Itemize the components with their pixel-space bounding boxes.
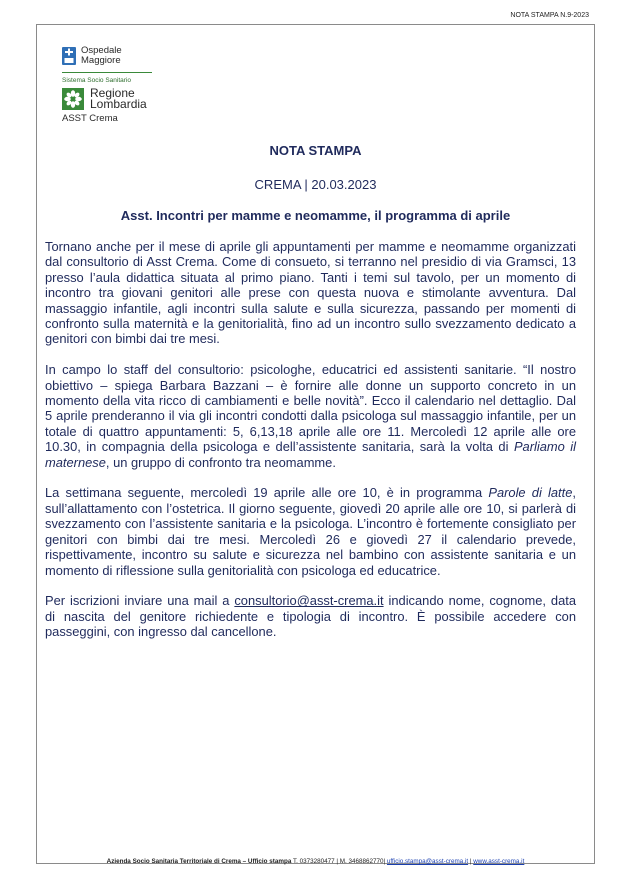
lombardia-rose-icon [62,88,84,110]
paragraph-1: Tornano anche per il mese di aprile gli appuntamenti per mamme e neomamme organizzati dal consultorio di Asst Crema. Come di consueto, si terranno nel presidio di via Gramsci, 13 presso l’aula didattica situata al primo piano. Tanti i temi sul tavolo, per un momento di incontro tra giovani genitori alle prese con questa nuova e stimolante avventura. Dal massaggio infantile, agli incontri sulla salute e sulla sicurezza, passando per momenti di confronto sulla maternità e la genitorialità, fino ad un incontro sullo svezzamento dedicato a genitori con bimbi dai tre mesi. [45,239,576,347]
paragraph-2 [45,362,576,470]
logo-ospedale: Ospedale [81,45,122,56]
logo-divider [62,72,152,73]
ospedale-maggiore-logo [62,46,162,66]
paragraph-4-text-end: indicando nome, cognome, data di nascita del genitore richiedente e tipologia di incontro. È possibile accedere con passeggini, con ingresso dal cancellone. [45,593,576,640]
logo-lombardia: Lombardia [90,97,147,111]
logo-maggiore: Maggiore [81,55,121,66]
consultorio-email-link[interactable]: consultorio@asst-crema.it [234,593,384,609]
footer-separator: | [468,858,474,865]
paragraph-4 [45,593,576,639]
paragraph-2-text-end: , un gruppo di confronto tra neomamme. [105,454,336,470]
footer-phones: T. 0373280477 | M. 3468862770| [291,858,387,865]
regione-lombardia-logo [62,88,162,110]
footer-website-link[interactable]: www.asst-crema.it [473,858,525,865]
paragraph-2-text: In campo lo staff del consultorio: psicologhe, educatrici ed assistenti sanitarie. “Il nostro obiettivo – spiega Barbara Bazzani – è fornire alle donne un supporto concreto in un momento della vita ricco di cambiamenti e belle novità”. Ecco il calendario nel dettaglio. Dal 5 aprile prenderanno il via gli incontri condotti dalla psicologa sul massaggio infantile, per un totale di quattro appuntamenti: 5, 6,13,18 aprile alle ore 11. Mercoledì 12 aprile alle ore 10.30, in compagnia della psicologa e dell’assistente sanitaria, sarà la volta di [45,362,576,455]
paragraph-4-text: Per iscrizioni inviare una mail a [45,593,235,609]
paragraph-3 [45,485,576,577]
logo-asst-crema: ASST Crema [62,113,118,124]
dateline: CREMA | 20.03.2023 [254,177,377,192]
paragraph-3-text: La settimana seguente, mercoledì 19 aprile alle ore 10, è in programma [45,485,489,501]
asst-logo [62,46,162,124]
logo-regione: Regione [90,86,135,100]
article-body [45,239,576,655]
footer [36,858,595,865]
paragraph-3-italic: Parole di latte [488,485,573,501]
footer-email-link[interactable]: ufficio.stampa@asst-crema.it [386,858,469,865]
paragraph-3-text-end: , sull’allattamento con l’ostetrica. Il giorno seguente, giovedì 20 aprile alle ore 10, si parlerà di svezzamento con l’assistente sanitaria e la psicologa. L’incontro è fortemente consigliato per genitori con bimbi dai tre mesi. Mercoledì 26 e giovedì 27 il calendario prevede, rispettivamente, incontro su salute e sicurezza nel bambino con assistente sanitaria e un momento di riflessione sulla genitorialità con psicologa ed educatrice. [45,485,576,578]
footer-org: Azienda Socio Sanitaria Territoriale di Crema – Ufficio stampa [106,858,292,865]
document-title: NOTA STAMPA [269,143,362,158]
paragraph-2-italic: Parliamo il maternese [45,439,576,470]
logo-sistema: Sistema Socio Sanitario [62,77,132,84]
hospital-icon [62,47,76,65]
press-release-number: NOTA STAMPA N.9-2023 [510,12,589,19]
headline: Asst. Incontri per mamme e neomamme, il programma di aprile [120,208,511,223]
